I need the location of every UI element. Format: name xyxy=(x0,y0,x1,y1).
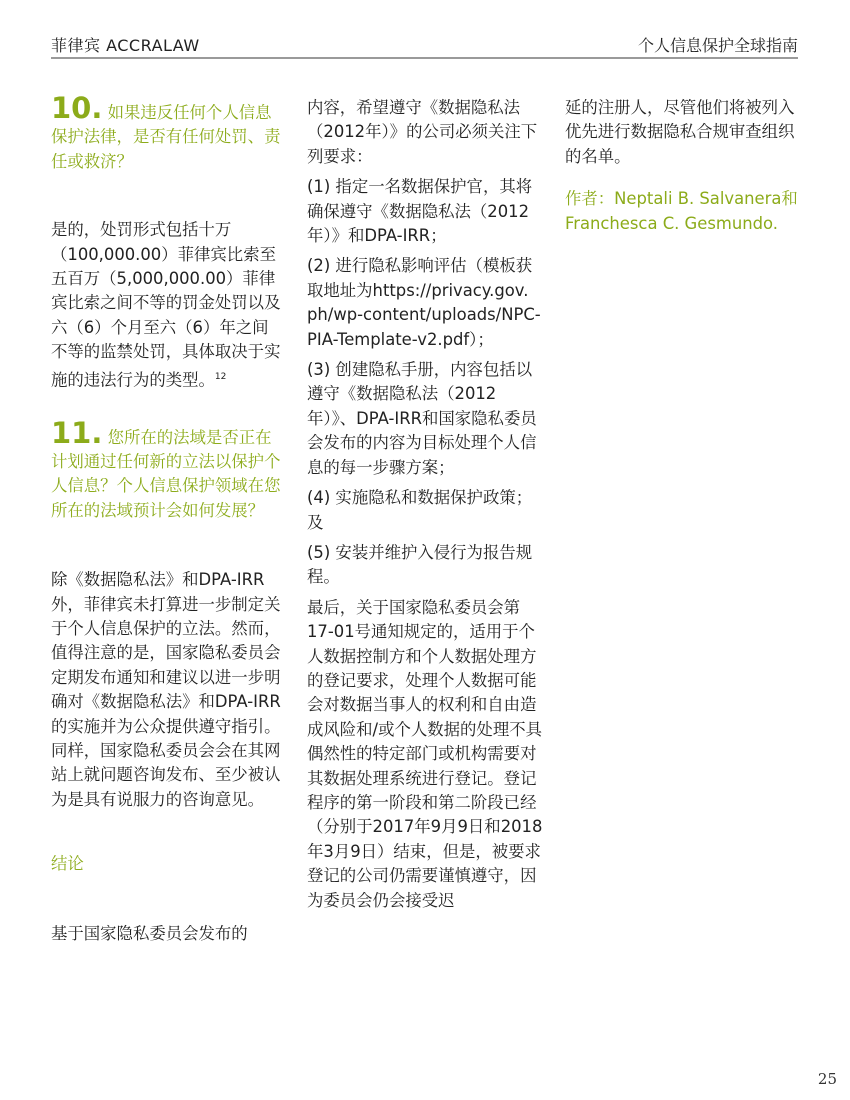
footnote-12: 12 xyxy=(214,371,227,382)
question-10 xyxy=(51,91,283,174)
page-number: 25 xyxy=(817,1070,837,1088)
column-3 xyxy=(565,96,803,236)
question-11 xyxy=(51,415,283,524)
requirement-item-1: (1) 指定一名数据保护官，其将确保遵守《数据隐私法（2012年）》和DPA-IRR； xyxy=(307,177,533,246)
registration-paragraph-end: 延的注册人，尽管他们将被列入优先进行数据隐私合规审查组织的名单。 xyxy=(565,98,795,166)
registration-paragraph: 最后，关于国家隐私委员会第17-01号通知规定的，适用于个人数据控制方和个人数据处理方的登记要求，处理个人数据可能会对数据当事人的权利和自由造成风险和/或个人数据的处理不具偶然性的特定部门或机构需要对其数据处理系统进行登记。登记程序的第一阶段和第二阶段已经（分别于2017年9月9日和2018年3月9日）结束，但是，被要求登记的公司仍需要谨慎遵守，因为委员会仍会接受迟 xyxy=(307,597,543,910)
column-1 xyxy=(51,91,283,947)
requirements-intro: 内容，希望遵守《数据隐私法（2012年）》的公司必须关注下列要求： xyxy=(307,98,538,166)
answer-11-paragraph: 除《数据隐私法》和DPA-IRR外，菲律宾未打算进一步制定关于个人信息保护的立法。然而，值得注意的是，国家隐私委员会定期发布通知和建议以进一步明确对《数据隐私法》和DPA-IRR的实施并为公众提供遵守指引。同样，国家隐私委员会会在其网站上就问题咨询发布、至少被认为是具有说服力的咨询意见。 xyxy=(51,570,281,809)
question-11-number: 11. xyxy=(51,415,103,450)
header-divider xyxy=(51,57,798,59)
answer-10-paragraph xyxy=(51,218,283,392)
requirement-item-4: (4) 实施隐私和数据保护政策；及 xyxy=(307,488,533,532)
requirement-item-2: (2) 进行隐私影响评估（模板获取地址为https://privacy.gov. ph/wp-content/uploads/NPC- PIA-Template-v2.pdf）； xyxy=(307,256,541,349)
header-guide-title: 个人信息保护全球指南 xyxy=(637,36,798,55)
conclusion-heading: 结论 xyxy=(51,854,84,874)
conclusion-paragraph-start: 基于国家隐私委员会发布的 xyxy=(51,924,248,944)
requirement-item-5: (5) 安装并维护入侵行为报告规程。 xyxy=(307,542,533,587)
requirement-item-3: (3) 创建隐私手册，内容包括以遵守《数据隐私法（2012年）》、DPA-IRR和国家隐私委员会发布的内容为目标处理个人信息的每一步骤方案； xyxy=(307,360,537,477)
question-11-text: 您所在的法域是否正在计划通过任何新的立法以保护个人信息？个人信息保护领域在您所在的法域预计会如何发展？ xyxy=(51,427,281,520)
column-2 xyxy=(307,96,545,913)
author-credit: 作者：Neptali B. Salvanera和Franchesca C. Gesmundo. xyxy=(565,189,798,233)
header-firm-name: 菲律宾 ACCRALAW xyxy=(51,36,200,55)
question-10-text: 如果违反任何个人信息保护法律，是否有任何处罚、责任或救济？ xyxy=(51,103,281,171)
answer-10-text: 是的，处罚形式包括十万（100,000.00）菲律宾比索至五百万（5,000,000.00）菲律宾比索之间不等的罚金处罚以及六（6）个月至六（6）年之间不等的监禁处罚，具体取决于实施的违法行为的类型。 xyxy=(51,220,281,390)
question-10-number: 10. xyxy=(51,91,103,125)
